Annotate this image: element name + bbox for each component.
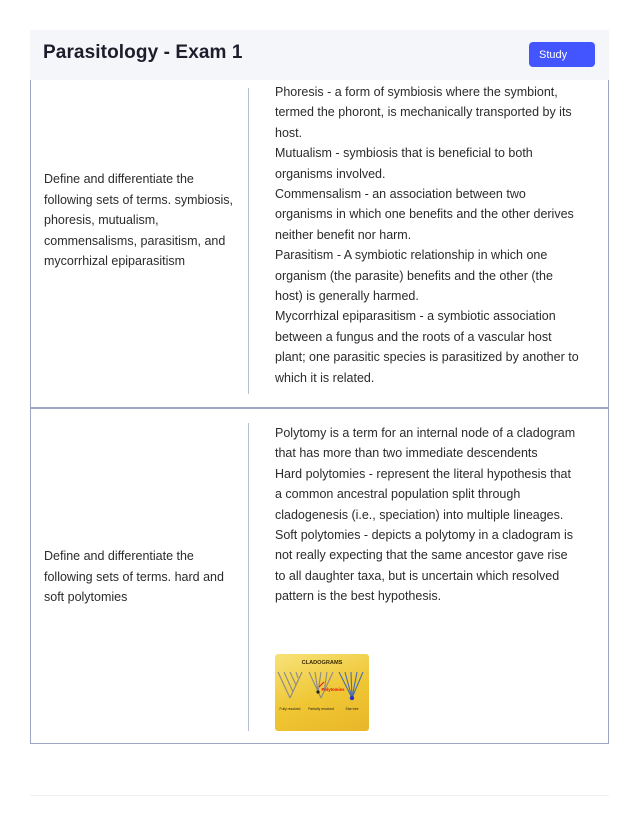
label-fully-resolved: Fully resolved (279, 707, 301, 711)
label-star-tree: Star tree (345, 707, 359, 711)
study-button[interactable]: Study (529, 42, 595, 67)
footer-divider (30, 795, 609, 796)
card-1-def-mutualism: Mutualism - symbiosis that is beneficial to both organisms involved. (275, 146, 533, 181)
label-partially-resolved: Partially resolved (308, 707, 334, 711)
card-2-def-soft: Soft polytomies - depicts a polytomy in a cladogram is not really expecting that the same ancestor gave rise to all daughter taxa, but is uncertain which resolved pattern is the best hypothesis. (275, 528, 574, 604)
card-1-term: Define and differentiate the following sets of terms. symbiosis, phoresis, mutualism, commensalisms, parasitism, and mycorrhizal epiparasitism (44, 172, 233, 268)
card-1-def-mycorrhizal: Mycorrhizal epiparasitism - a symbiotic association between a fungus and the roots of a vascular host plant; one parasitic species is parasitized by another to which it is related. (275, 309, 579, 385)
star-node-dot (350, 696, 354, 700)
flashcard-2 (30, 408, 609, 744)
cladogram-title: CLADOGRAMS (301, 660, 343, 666)
card-2-def-hard: Hard polytomies - represent the literal hypothesis that a common ancestral population split through cladogenesis (i.e., speciation) into multiple lineages. (275, 466, 571, 522)
polytomy-node-dot (316, 690, 319, 693)
fully-resolved-tree (278, 672, 302, 698)
page-header (30, 30, 609, 80)
card-1-def-phoresis: Phoresis - a form of symbiosis where the symbiont, termed the phoront, is mechanically transported by its host. (275, 85, 572, 140)
card-1-definition (275, 74, 580, 388)
card-2-term: Define and differentiate the following sets of terms. hard and soft polytomies (44, 549, 224, 604)
card-1-def-parasitism: Parasitism - A symbiotic relationship in which one organism (the parasite) benefits and the other (the host) is generally harmed. (275, 248, 553, 304)
cladogram-diagram (275, 654, 369, 731)
cladogram-image (275, 654, 369, 731)
flashcard-1 (30, 30, 609, 408)
card-2-def-polytomy: Polytomy is a term for an internal node of a cladogram that has more than two immediate descendents (275, 426, 576, 461)
card-2-definition (275, 423, 580, 607)
polytomies-annotation: Polytomies (321, 687, 345, 692)
star-tree (339, 672, 363, 698)
card-1-divider (248, 88, 249, 394)
card-2-divider (248, 423, 249, 731)
card-1-def-commensalism: Commensalism - an association between two organisms in which one benefits and the other derives neither benefit nor harm. (275, 187, 574, 242)
page-title: Parasitology - Exam 1 (43, 42, 243, 63)
